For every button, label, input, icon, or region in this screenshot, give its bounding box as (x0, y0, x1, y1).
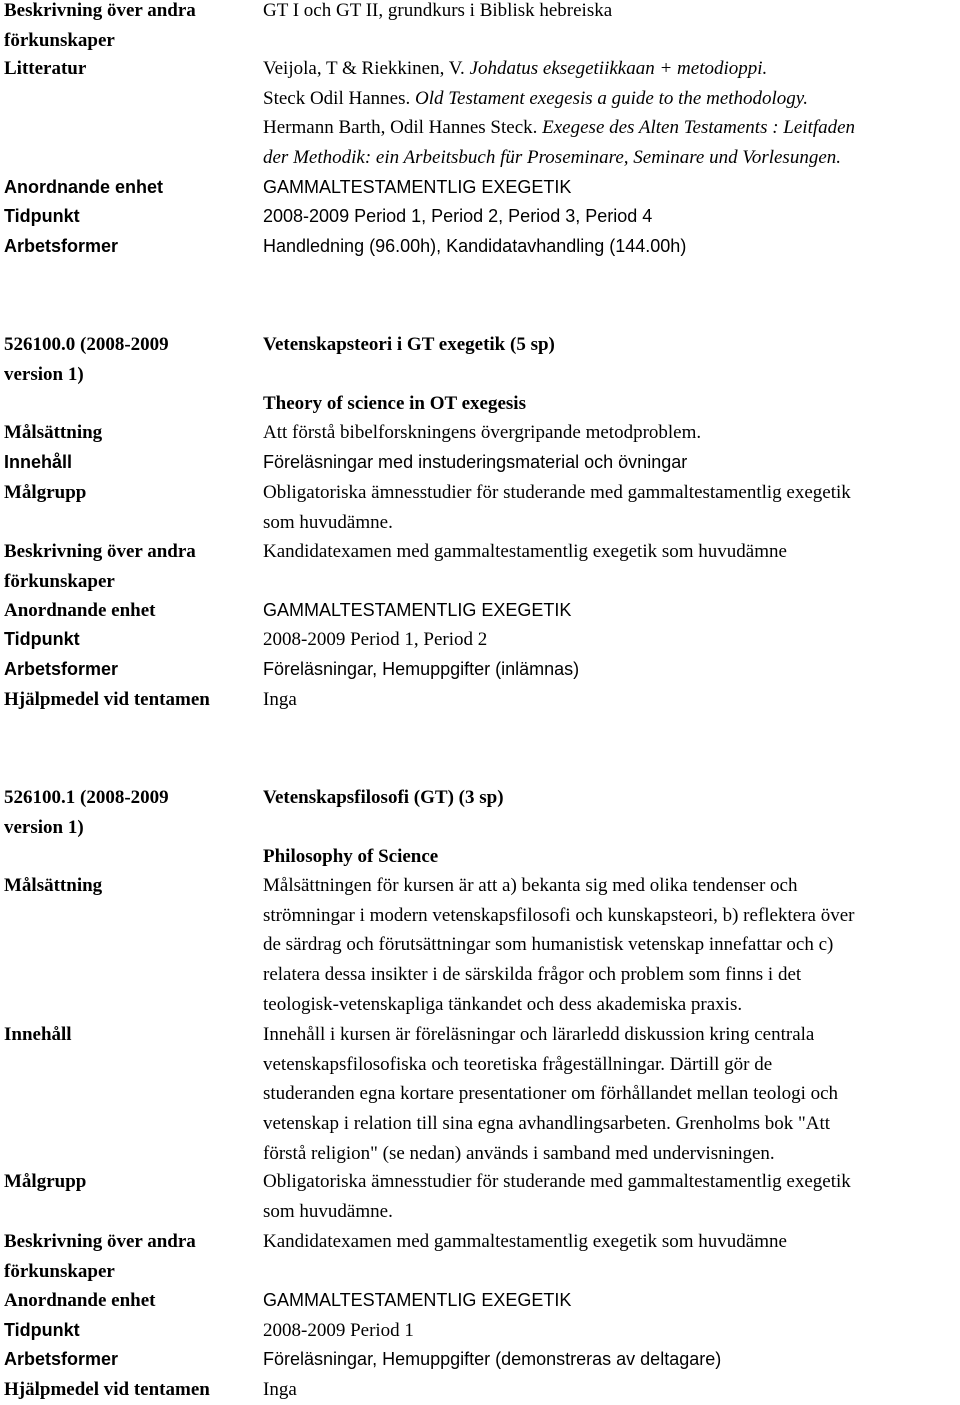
literature-item: Hermann Barth, Odil Hannes Steck. Exegese des Alten Testaments : Leitfaden (263, 117, 856, 139)
field-value: Obligatoriska ämnesstudier för studerande med gammaltestamentlig exegetik som huvudämne. (263, 1171, 851, 1222)
course-title-en-row (4, 842, 960, 872)
field-label: Hjälpmedel vid tentamen (4, 1379, 210, 1400)
field-content (4, 1020, 960, 1164)
literature-item: Veijola, T & Riekkinen, V. Johdatus eksegetiikkaan + metodioppi. (263, 58, 768, 79)
field-aids (4, 685, 960, 715)
field-label: Beskrivning över andra förkunskaper (4, 1231, 196, 1282)
field-value: Innehåll i kursen är föreläsningar och lärarledd diskussion kring centrala vetenskapsfilosofiska och teoretiska frågeställningar. Därtill gör de studeranden egna kortare presentationer om förhållandet mellan teologi och vetenskap i relation till sina egna avhandlingsarbeten. Grenholms bok "Att förstå religion" (se nedan) används i samband med undervisningen. (263, 1024, 839, 1164)
course-code: 526100.1 (2008-2009 version 1) (4, 787, 169, 838)
field-time (4, 625, 960, 655)
field-content (4, 448, 960, 478)
course-title: Vetenskapsteori i GT exegetik (5 sp) (263, 334, 555, 355)
course-title-en-row (4, 389, 960, 419)
field-label: Tidpunkt (4, 1320, 80, 1340)
field-label: Innehåll (4, 1024, 72, 1045)
field-label: Innehåll (4, 452, 73, 472)
field-unit (4, 173, 960, 203)
field-value: Föreläsningar med instuderingsmaterial och övningar (263, 452, 688, 472)
course-code: 526100.0 (2008-2009 version 1) (4, 334, 169, 385)
field-value: Att förstå bibelforskningens övergripande metodproblem. (263, 422, 702, 443)
field-label: Tidpunkt (4, 206, 80, 226)
field-time (4, 202, 960, 232)
literature-list (263, 54, 959, 173)
field-work (4, 1345, 960, 1375)
field-value: Handledning (96.00h), Kandidatavhandling (144.00h) (263, 236, 687, 256)
course-header (4, 783, 960, 838)
field-label: Arbetsformer (4, 1349, 119, 1369)
field-label: Hjälpmedel vid tentamen (4, 689, 210, 710)
field-prereq (4, 1227, 960, 1282)
field-literature (4, 54, 960, 169)
field-value: Kandidatexamen med gammaltestamentlig exegetik som huvudämne (263, 1231, 787, 1252)
field-value: Kandidatexamen med gammaltestamentlig exegetik som huvudämne (263, 541, 787, 562)
field-label: Målgrupp (4, 482, 87, 503)
field-label: Anordnande enhet (4, 1290, 156, 1311)
field-value: Inga (263, 1379, 297, 1400)
field-work (4, 655, 960, 685)
field-label: Beskrivning över andra förkunskaper (4, 0, 196, 51)
field-label: Arbetsformer (4, 236, 119, 256)
field-target (4, 1167, 960, 1222)
course-title-english: Theory of science in OT exegesis (263, 393, 526, 414)
field-value: 2008-2009 Period 1, Period 2, Period 3, Period 4 (263, 206, 653, 226)
field-time (4, 1316, 960, 1346)
field-value: 2008-2009 Period 1, Period 2 (263, 629, 488, 650)
field-unit (4, 596, 960, 626)
field-value: Målsättningen för kursen är att a) bekanta sig med olika tendenser och strömningar i modern vetenskapsfilosofi och kunskapsteori, b) reflektera över de särdrag och förutsättningar som humanistisk vetenskap innefattar och c) relatera dessa insikter i de särskilda frågor och problem som finns i det teologisk-vetenskapliga tänkandet och dess akademiska praxis. (263, 875, 855, 1015)
literature-item: der Methodik: ein Arbeitsbuch für Proseminare, Seminare und Vorlesungen. (263, 147, 841, 169)
course-title-english: Philosophy of Science (263, 846, 439, 867)
field-unit (4, 1286, 960, 1316)
field-aids (4, 1375, 960, 1405)
field-value: Föreläsningar, Hemuppgifter (demonstreras av deltagare) (263, 1349, 722, 1369)
field-label: Arbetsformer (4, 659, 119, 679)
course-title: Vetenskapsfilosofi (GT) (3 sp) (263, 787, 504, 808)
field-prereq (4, 537, 960, 592)
field-label: Målsättning (4, 422, 103, 443)
field-value: GAMMALTESTAMENTLIG EXEGETIK (263, 177, 572, 197)
field-value: Inga (263, 689, 297, 710)
field-value: Föreläsningar, Hemuppgifter (inlämnas) (263, 659, 580, 679)
field-goal (4, 418, 960, 448)
field-label: Tidpunkt (4, 629, 80, 649)
field-prereq (4, 0, 960, 51)
field-work (4, 232, 960, 262)
field-value: GT I och GT II, grundkurs i Biblisk hebreiska (263, 0, 613, 21)
field-label: Målgrupp (4, 1171, 87, 1192)
field-label: Anordnande enhet (4, 600, 156, 621)
field-target (4, 478, 960, 533)
field-value: 2008-2009 Period 1 (263, 1320, 414, 1341)
field-label: Anordnande enhet (4, 177, 164, 197)
field-value: Obligatoriska ämnesstudier för studerande med gammaltestamentlig exegetik som huvudämne. (263, 482, 851, 533)
literature-item: Steck Odil Hannes. Old Testament exegesis a guide to the methodology. (263, 87, 808, 109)
field-label: Målsättning (4, 875, 103, 896)
field-goal (4, 871, 960, 1015)
field-label: Beskrivning över andra förkunskaper (4, 541, 196, 592)
course-header (4, 330, 960, 385)
field-value: GAMMALTESTAMENTLIG EXEGETIK (263, 1290, 572, 1310)
field-value: GAMMALTESTAMENTLIG EXEGETIK (263, 600, 572, 620)
field-label: Litteratur (4, 58, 87, 79)
